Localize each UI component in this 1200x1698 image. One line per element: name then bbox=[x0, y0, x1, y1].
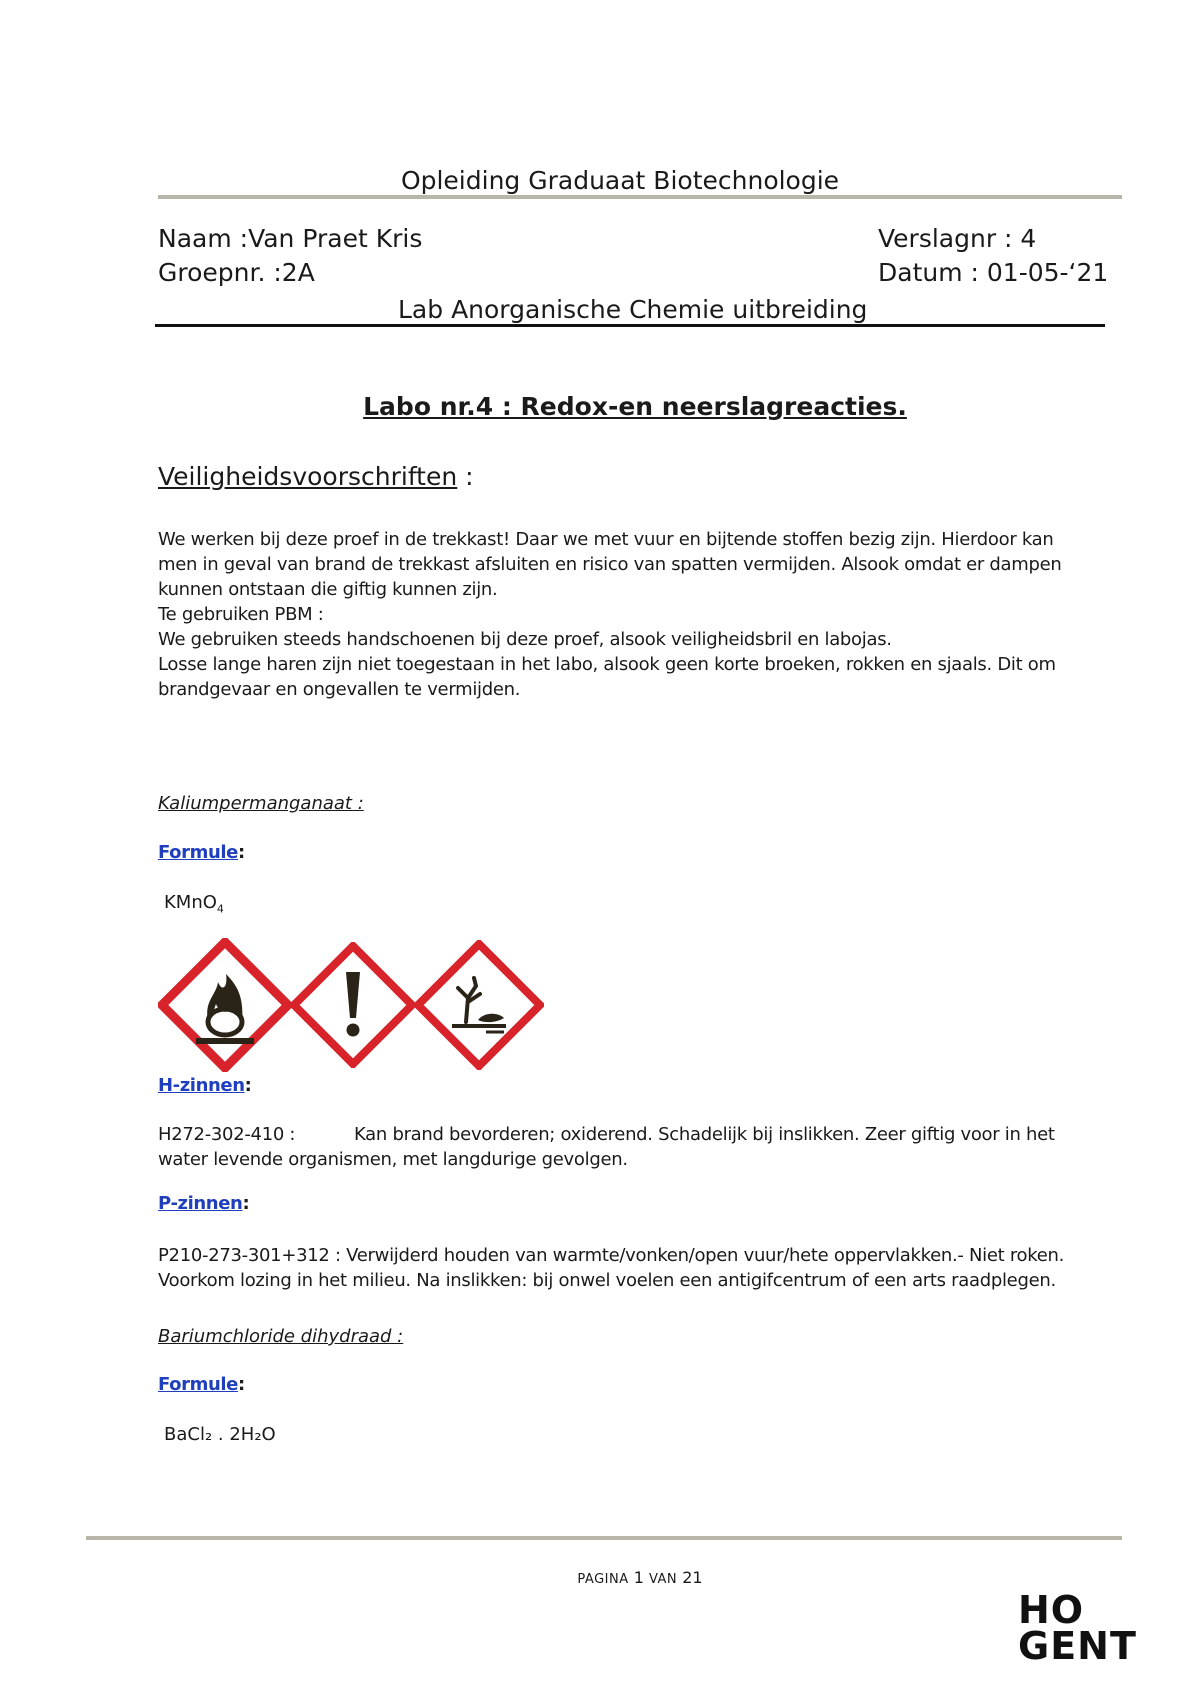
formula-kmno4-sub: 4 bbox=[216, 902, 224, 916]
page-number: 1 bbox=[633, 1568, 644, 1587]
safety-heading bbox=[158, 462, 474, 491]
ghs-pictogram-row bbox=[158, 938, 546, 1072]
footer-rule-grey bbox=[86, 1536, 1122, 1540]
substance-name-kmno4: Kaliumpermanganaat : bbox=[158, 793, 364, 814]
safety-line: Te gebruiken PBM : bbox=[158, 604, 324, 625]
substance-name-bacl2: Bariumchloride dihydraad : bbox=[158, 1326, 404, 1347]
program-title: Opleiding Graduaat Biotechnologie bbox=[400, 166, 840, 195]
page-indicator bbox=[0, 1568, 1200, 1587]
safety-line: Losse lange haren zijn niet toegestaan in het labo, alsook geen korte broeken, rokken en sjaals. Dit om brandgevaar en ongevallen te vermijden. bbox=[158, 654, 1056, 700]
formula-heading-2: Formule: bbox=[158, 1374, 245, 1395]
h-code: H272-302-410 : bbox=[158, 1124, 296, 1145]
formula-bacl2: BaCl₂ . 2H₂O bbox=[164, 1424, 276, 1445]
formula-kmno4 bbox=[164, 892, 224, 916]
p-text-line1: P210-273-301+312 : Verwijderd houden van warmte/vonken/open vuur/hete oppervlakken.- Niet roken. bbox=[158, 1245, 1065, 1266]
p-text-line2: Voorkom lozing in het milieu. Na inslikken: bij onwel voelen een antigifcentrum of een arts raadplegen. bbox=[158, 1270, 1056, 1291]
course-title: Lab Anorganische Chemie uitbreiding bbox=[398, 295, 868, 324]
h-text-line2: water levende organismen, met langdurige gevolgen. bbox=[158, 1149, 628, 1170]
hogent-logo bbox=[1018, 1588, 1137, 1668]
h-phrases-line bbox=[158, 1122, 1118, 1147]
flame-over-circle-icon bbox=[158, 938, 292, 1072]
lab-title: Labo nr.4 : Redox-en neerslagreacties. bbox=[363, 392, 907, 421]
logo-line2: GENT bbox=[1018, 1624, 1137, 1668]
p-phrases bbox=[158, 1243, 1118, 1293]
h-text-line1: Kan brand bevorderen; oxiderend. Schadelijk bij inslikken. Zeer giftig voor in het bbox=[354, 1124, 1055, 1145]
h-phrases bbox=[158, 1122, 1118, 1172]
safety-heading-suffix: : bbox=[457, 462, 474, 491]
p-phrases-heading-label: P-zinnen bbox=[158, 1193, 243, 1214]
safety-paragraph bbox=[158, 527, 1098, 702]
safety-line: We werken bij deze proef in de trekkast! Daar we met vuur en bijtende stoffen bezig zijn. Hierdoor kan men in geval van brand de trekkast afsluiten en risico van spatten vermijden. Alsook omdat er dampen kunnen ontstaan die giftig kunnen zijn. bbox=[158, 529, 1062, 600]
p-phrases-heading: P-zinnen: bbox=[158, 1193, 250, 1214]
page-word: PAGINA bbox=[577, 1572, 629, 1587]
logo-line1: HO bbox=[1018, 1588, 1085, 1632]
formula-heading: Formule: bbox=[158, 842, 245, 863]
group-number: Groepnr. :2A bbox=[158, 258, 315, 287]
h-phrases-heading-label: H-zinnen bbox=[158, 1075, 245, 1096]
exclamation-mark-icon bbox=[290, 942, 416, 1068]
header-rule-grey bbox=[158, 195, 1122, 199]
environment-hazard-icon bbox=[414, 940, 544, 1070]
of-word: VAN bbox=[648, 1572, 678, 1587]
formula-kmno4-main: KMnO bbox=[164, 892, 217, 913]
total-pages: 21 bbox=[682, 1568, 703, 1587]
report-number: Verslagnr : 4 bbox=[878, 224, 1037, 253]
h-phrases-heading: H-zinnen: bbox=[158, 1075, 252, 1096]
formula-heading-label: Formule bbox=[158, 842, 238, 863]
safety-line: We gebruiken steeds handschoenen bij deze proef, alsook veiligheidsbril en labojas. bbox=[158, 629, 892, 650]
safety-heading-text: Veiligheidsvoorschriften bbox=[158, 462, 458, 491]
header-rule-black bbox=[155, 324, 1105, 327]
student-name: Naam :Van Praet Kris bbox=[158, 224, 423, 253]
report-date: Datum : 01-05-‘21 bbox=[878, 258, 1109, 287]
formula-heading-2-label: Formule bbox=[158, 1374, 238, 1395]
